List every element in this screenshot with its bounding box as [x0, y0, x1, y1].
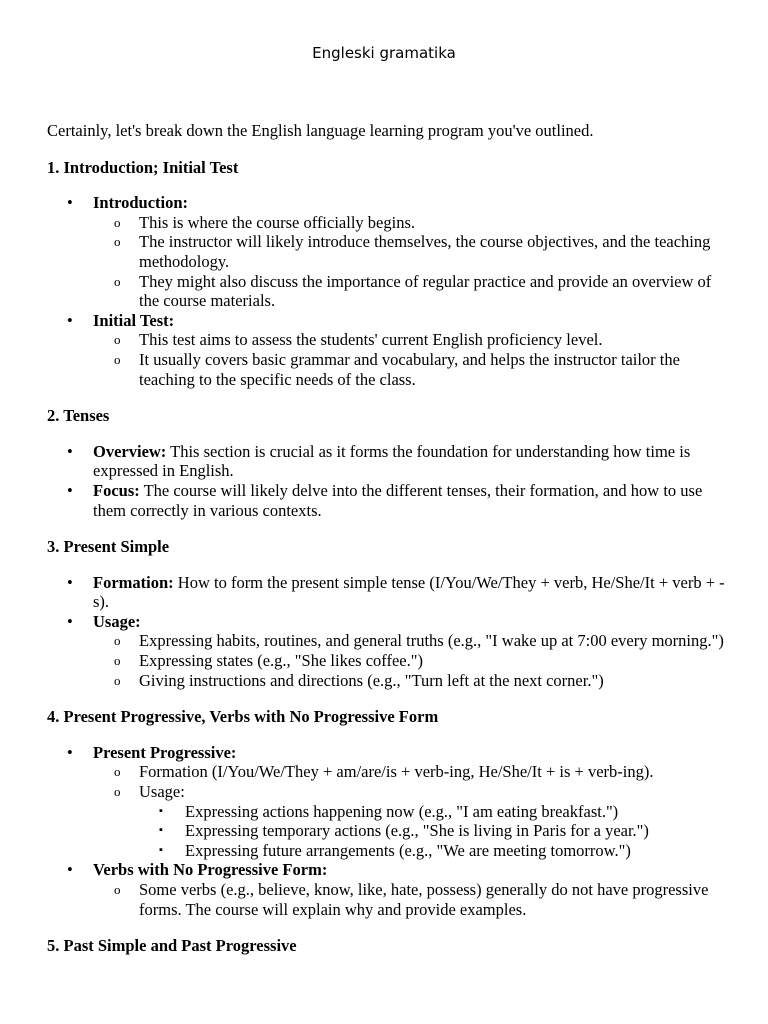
- sub-list: [93, 880, 727, 919]
- sub-item-label: Usage:: [139, 782, 185, 802]
- sub-list: [93, 330, 727, 389]
- nested-list-item: ▪ Expressing temporary actions (e.g., "She is living in Paris for a year."): [139, 821, 727, 841]
- section-heading: 5. Past Simple and Past Progressive: [47, 936, 297, 956]
- item-label: Verbs with No Progressive Form:: [93, 860, 328, 880]
- bullet-list: [47, 193, 727, 389]
- item-label: Introduction:: [93, 193, 189, 213]
- document-body: [47, 121, 727, 972]
- sub-list: [93, 213, 727, 311]
- section-heading: 4. Present Progressive, Verbs with No Progressive Form: [47, 707, 439, 727]
- list-item: [47, 860, 727, 919]
- list-item: [47, 612, 727, 690]
- item-label: Overview:: [93, 441, 167, 461]
- item-text: How to form the present simple tense (I/You/We/They + verb, He/She/It + verb + -s).: [93, 572, 725, 612]
- list-item: [47, 573, 727, 612]
- sub-list-item: o This test aims to assess the students' current English proficiency level.: [93, 330, 727, 350]
- bullet-list: [47, 573, 727, 691]
- nested-list-item: ▪ Expressing future arrangements (e.g., "We are meeting tomorrow."): [139, 841, 727, 861]
- item-text: This section is crucial as it forms the foundation for understanding how time is expressed in English.: [93, 441, 691, 481]
- item-label: Present Progressive:: [93, 742, 237, 762]
- list-item: [47, 481, 727, 520]
- section-heading: 3. Present Simple: [47, 537, 170, 557]
- sub-list-item: o The instructor will likely introduce themselves, the course objectives, and the teaching methodology.: [93, 232, 727, 271]
- sub-list-item: o Expressing states (e.g., "She likes coffee."): [93, 651, 727, 671]
- item-label: Initial Test:: [93, 310, 175, 330]
- sub-list-item: o Expressing habits, routines, and general truths (e.g., "I wake up at 7:00 every morning."): [93, 631, 727, 651]
- list-item: [47, 743, 727, 861]
- intro-paragraph: Certainly, let's break down the English language learning program you've outlined.: [47, 121, 594, 140]
- item-label: Focus:: [93, 480, 140, 500]
- nested-list-item: ▪ Expressing actions happening now (e.g., "I am eating breakfast."): [139, 802, 727, 822]
- list-item: [47, 193, 727, 311]
- list-item: [47, 311, 727, 389]
- sub-list-item: o They might also discuss the importance of regular practice and provide an overview of the course materials.: [93, 272, 727, 311]
- nested-list: [139, 802, 727, 861]
- item-label: Formation:: [93, 572, 174, 592]
- sub-list-item: o Some verbs (e.g., believe, know, like, hate, possess) generally do not have progressive forms. The course will explain why and provide examples.: [93, 880, 727, 919]
- document-title: Engleski gramatika: [312, 44, 456, 62]
- sub-list-item: o Giving instructions and directions (e.g., "Turn left at the next corner."): [93, 671, 727, 691]
- sub-list-item: o It usually covers basic grammar and vocabulary, and helps the instructor tailor the teaching to the specific needs of the class.: [93, 350, 727, 389]
- item-label: Usage:: [93, 611, 141, 631]
- sub-list-item: o This is where the course officially begins.: [93, 213, 727, 233]
- bullet-list: [47, 442, 727, 520]
- sub-list: [93, 631, 727, 690]
- sub-list-item: [93, 782, 727, 860]
- item-text: The course will likely delve into the different tenses, their formation, and how to use them correctly in various contexts.: [93, 480, 703, 520]
- bullet-list: [47, 743, 727, 919]
- section-heading: 1. Introduction; Initial Test: [47, 157, 239, 177]
- section-heading: 2. Tenses: [47, 406, 110, 426]
- list-item: [47, 442, 727, 481]
- sub-list-item: o Formation (I/You/We/They + am/are/is + verb-ing, He/She/It + is + verb-ing).: [93, 762, 727, 782]
- sub-list: [93, 762, 727, 860]
